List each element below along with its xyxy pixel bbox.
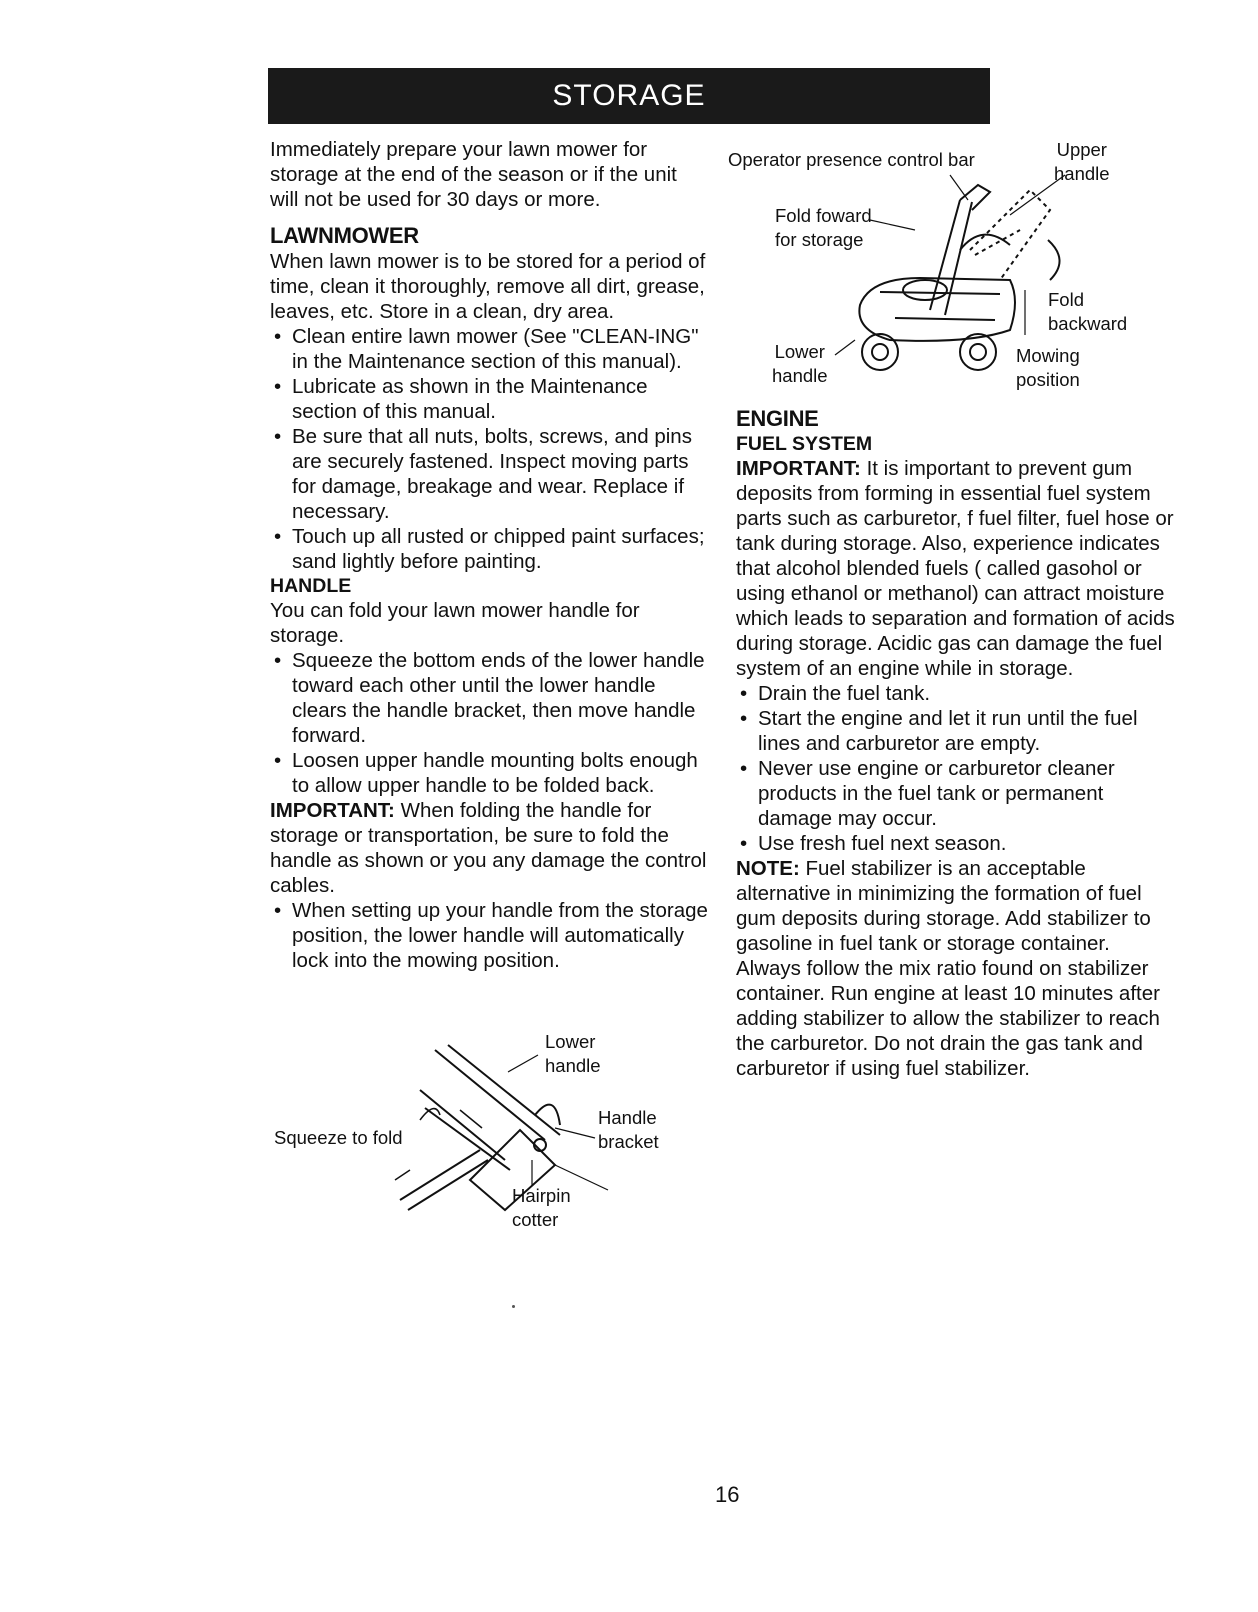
lawnmower-bullet-list [270, 324, 710, 574]
list-item: • Clean entire lawn mower (See "CLEAN-ING" in the Maintenance section of this manual). [270, 324, 710, 374]
mowing-position-label: Mowing position [1016, 345, 1080, 390]
list-item: • Be sure that all nuts, bolts, screws, and pins are securely fastened. Inspect moving parts for damage, breakage and wear. Replace if necessary. [270, 424, 710, 524]
note-paragraph [736, 856, 1176, 1081]
fuel-important-label: IMPORTANT: [736, 457, 861, 480]
important-paragraph [270, 798, 710, 898]
list-item: • When setting up your handle from the storage position, the lower handle will automatically lock into the mowing position. [270, 898, 710, 973]
section-title: STORAGE [552, 79, 706, 112]
final-bullet-list [270, 898, 710, 973]
handle-heading: HANDLE [270, 575, 352, 597]
list-item: • Loosen upper handle mounting bolts enough to allow upper handle to be folded back. [270, 748, 710, 798]
handle-bracket-callout: Handle bracket [598, 1107, 659, 1152]
important-text: When folding the handle for storage or transportation, be sure to fold the handle as shown or you any damage the control cables. [270, 799, 707, 897]
list-item: • Use fresh fuel next season. [736, 831, 1176, 856]
fold-forward-label: Fold foward for storage [775, 205, 872, 250]
lawnmower-paragraph: When lawn mower is to be stored for a period of time, clean it thoroughly, remove all dirt, grease, leaves, etc. Store in a clean, dry area. [270, 250, 706, 323]
section-banner [268, 68, 990, 124]
note-text: Fuel stabilizer is an acceptable alternative in minimizing the formation of fuel gum deposits during storage. Add stabilizer to gasoline in fuel tank or storage container. Always follow the mix ratio found on stabilizer container. Run engine at least 10 minutes after adding stabilizer to allow the stabilizer to reach the carburetor. Do not drain the gas tank and carburetor if using fuel stabilizer. [736, 857, 1160, 1080]
fuel-system-heading: FUEL SYSTEM [736, 433, 873, 455]
engine-heading: ENGINE [736, 406, 819, 431]
important-label: IMPORTANT: [270, 799, 395, 822]
list-item: • Touch up all rusted or chipped paint surfaces; sand lightly before painting. [270, 524, 710, 574]
lower-handle-label: Lower handle [772, 341, 828, 386]
fuel-important-text: It is important to prevent gum deposits from forming in essential fuel system parts such as carburetor, f fuel filter, fuel hose or tank during storage. Also, experience indicates that alcohol blended fuels ( called gasohol or using ethanol or methanol) can attract moisture which leads to separation and formation of acids during storage. Acidic gas can damage the fuel system of an engine while in storage. [736, 457, 1175, 680]
page-number: 16 [715, 1482, 740, 1507]
list-item: • Squeeze the bottom ends of the lower handle toward each other until the lower handle clears the handle bracket, then move handle forward. [270, 648, 710, 748]
list-item: • Lubricate as shown in the Maintenance section of this manual. [270, 374, 710, 424]
list-item: • Drain the fuel tank. [736, 681, 1176, 706]
fuel-important-paragraph [736, 456, 1176, 681]
mower-fold-figure [720, 130, 1180, 400]
right-column [736, 405, 1176, 1081]
left-column [270, 137, 710, 973]
handle-bracket-figure [270, 1030, 690, 1240]
lawnmower-heading: LAWNMOWER [270, 223, 419, 248]
intro-paragraph: Immediately prepare your lawn mower for storage at the end of the season or if the unit will not be used for 30 days or more. [270, 138, 677, 211]
upper-handle-label: Upper handle [1054, 139, 1110, 184]
note-label: NOTE: [736, 857, 800, 880]
handle-paragraph: You can fold your lawn mower handle for storage. [270, 599, 640, 647]
operator-bar-label: Operator presence control bar [728, 149, 975, 170]
squeeze-to-fold-callout: Squeeze to fold [274, 1127, 403, 1148]
hairpin-cotter-callout: Hairpin cotter [512, 1185, 571, 1230]
list-item: • Start the engine and let it run until the fuel lines and carburetor are empty. [736, 706, 1176, 756]
fuel-bullet-list [736, 681, 1176, 856]
fold-backward-label: Fold backward [1048, 289, 1128, 334]
scan-speck [512, 1305, 515, 1308]
lower-handle-callout: Lower handle [545, 1031, 601, 1076]
list-item: • Never use engine or carburetor cleaner products in the fuel tank or permanent damage may occur. [736, 756, 1176, 831]
handle-bullet-list [270, 648, 710, 798]
